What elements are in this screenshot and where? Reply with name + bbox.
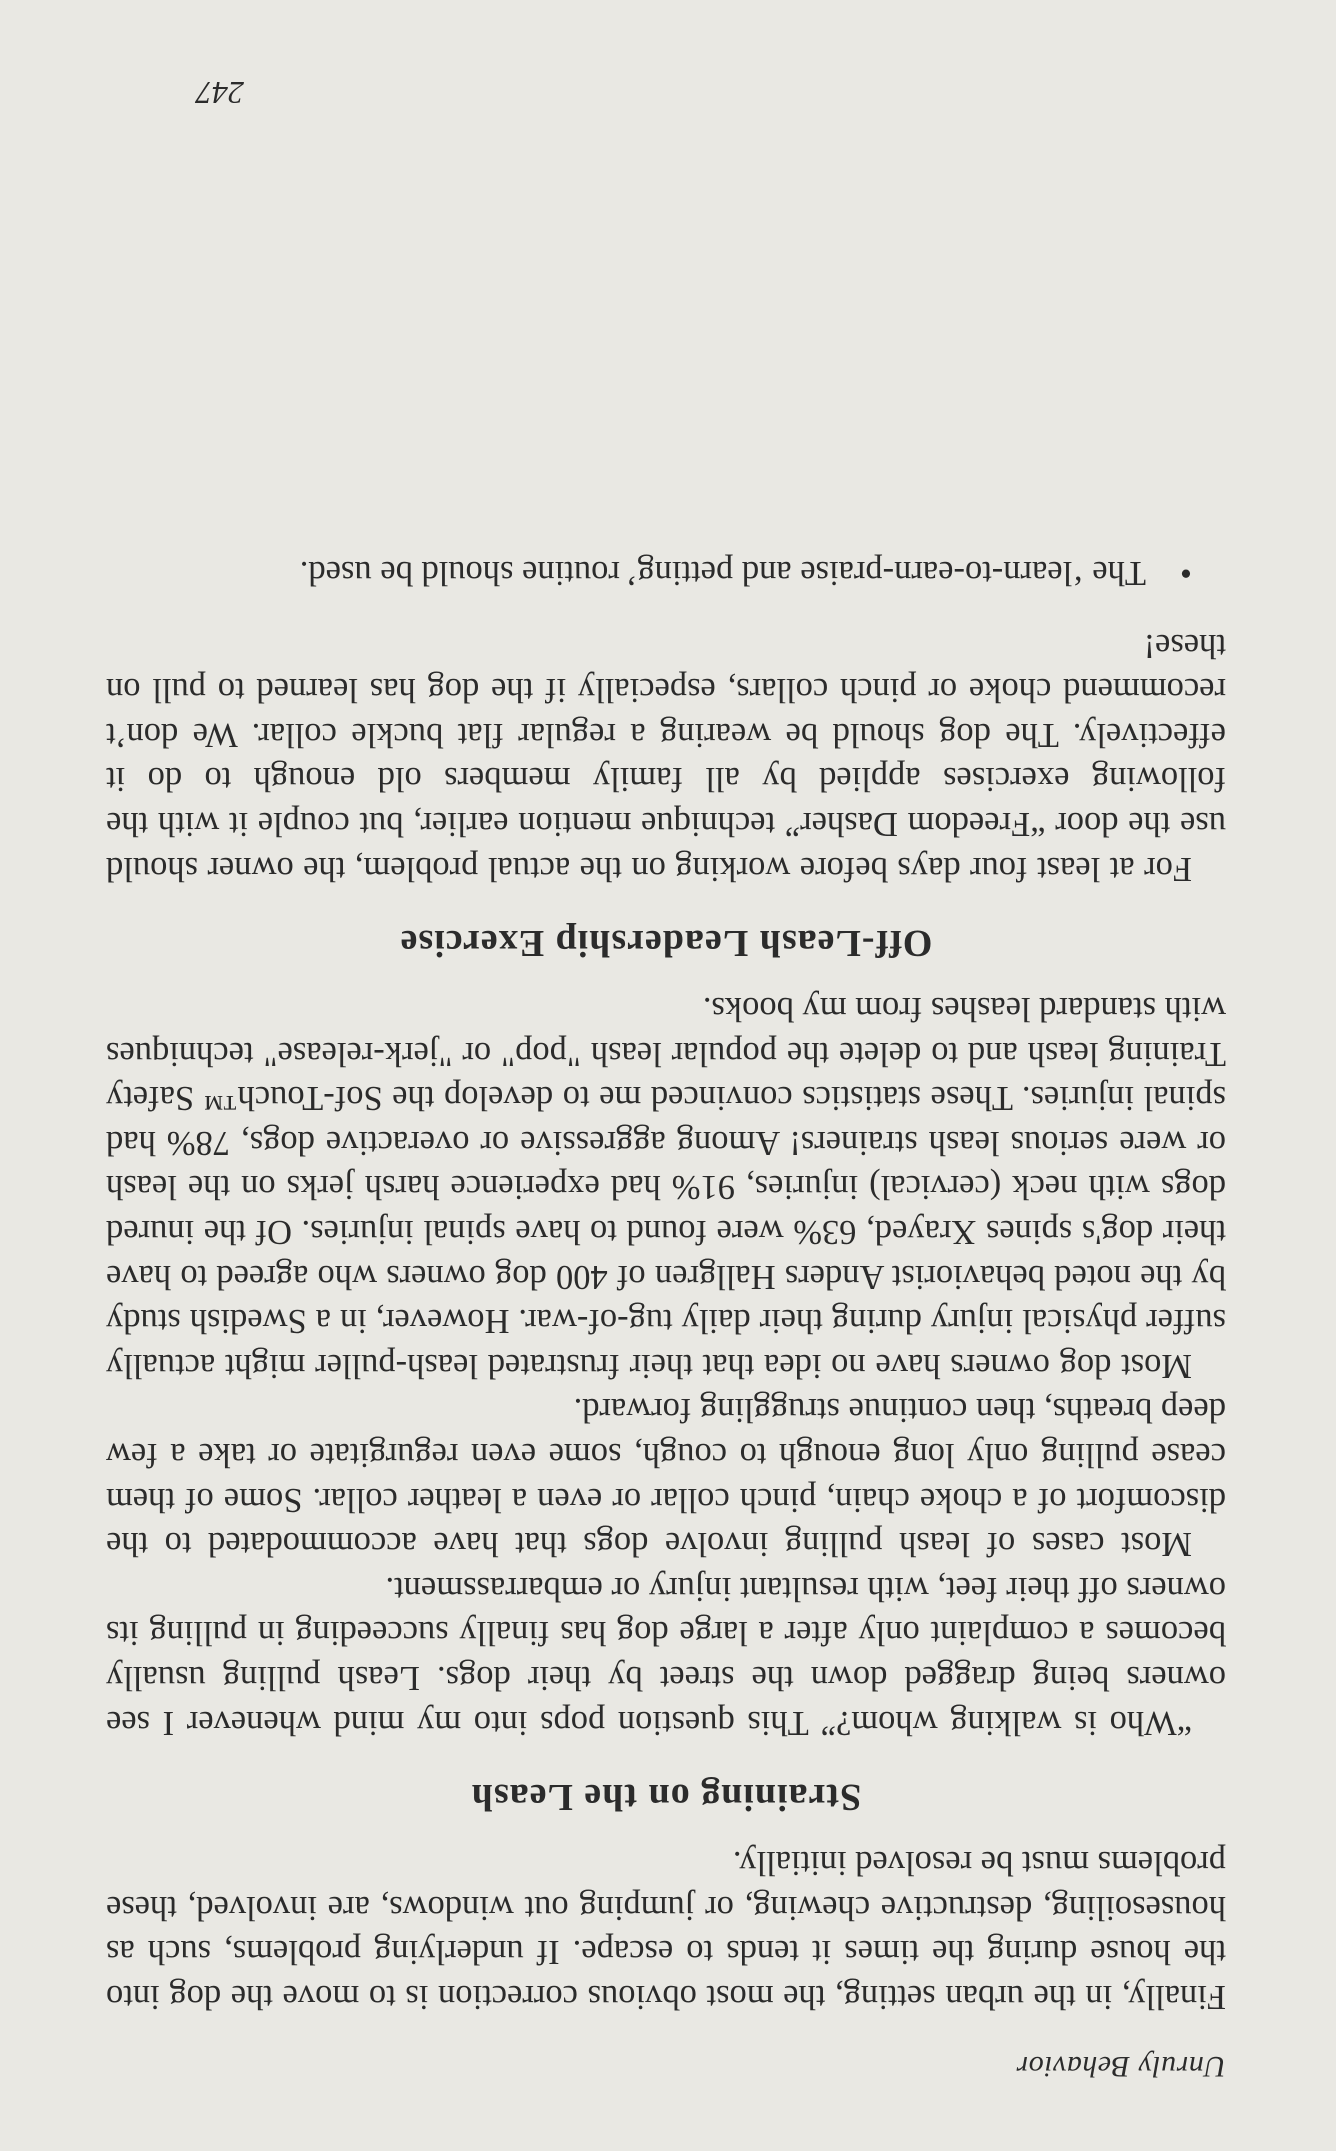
paragraph: Finally, in the urban setting, the most obvious correction is to move the dog into the house during the times it tends to escape. If underlying problems, such as housesoiling, destructive chewing, or jumping out windows, are involved, these problems must be resolved initially. <box>106 1844 1226 2016</box>
list-item-text: The ‘learn-to-earn-praise and petting’ routine should be used. <box>299 553 1146 592</box>
section-heading: Off-Leash Leadership Exercise <box>399 921 933 964</box>
section-heading: Straining on the Leash <box>470 1775 862 1818</box>
paragraph: Most cases of leash pulling involve dogs that have accommodated to the discomfort of a choke chain, pinch collar or even a leather collar. Some of them cease pulling only long enough to cough, some even regurgitate or take a few deep breaths, then continue struggling forward. <box>106 1391 1226 1564</box>
paragraph: Most dog owners have no idea that their frustrated leash-puller might actually suffer physical injury during their daily tug-of-war. However, in a Swedish study by the noted behaviorist Anders Hallgren of 400 dog owners who agreed to have their dog's spines Xrayed, 63% were found to have spinal injuries. Of the inured dogs with neck (cervical) injuries, 91% had experience harsh jerks on the leash or were serious leash strainers! Among aggressive or overactive dogs, 78% had spinal injuries. These statistics convinced me to develop the Sof-Touch™ Safety Training leash and to delete the popular leash "pop" or "jerk-release" techniques with standard leashes from my books. <box>106 990 1226 1385</box>
paragraph: “Who is walking whom?” This question pops into my mind whenever I see owners being dragged down the street by their dogs. Leash pulling usually becomes a complaint only after a large dog has finally succeeding in pulling its owners off their feet, with resultant injury or embarrassment. <box>106 1569 1226 1742</box>
page-number: 247 <box>196 75 244 111</box>
running-head: Unruly Behavior <box>1016 2050 1226 2083</box>
bullet-list <box>106 550 1226 595</box>
body-text <box>106 550 1226 2019</box>
list-item <box>106 550 1192 595</box>
paragraph: For at least four days before working on the actual problem, the owner should use the door “Freedom Dasher” technique mention earlier, but couple it with the following exercises applied by all family members old enough to do it effectively. The dog should be wearing a regular flat buckle collar. We don’t recommend choke or pinch collars, especially if the dog has learned to pull on these! <box>106 626 1226 888</box>
bullet-icon: • <box>1179 553 1192 592</box>
